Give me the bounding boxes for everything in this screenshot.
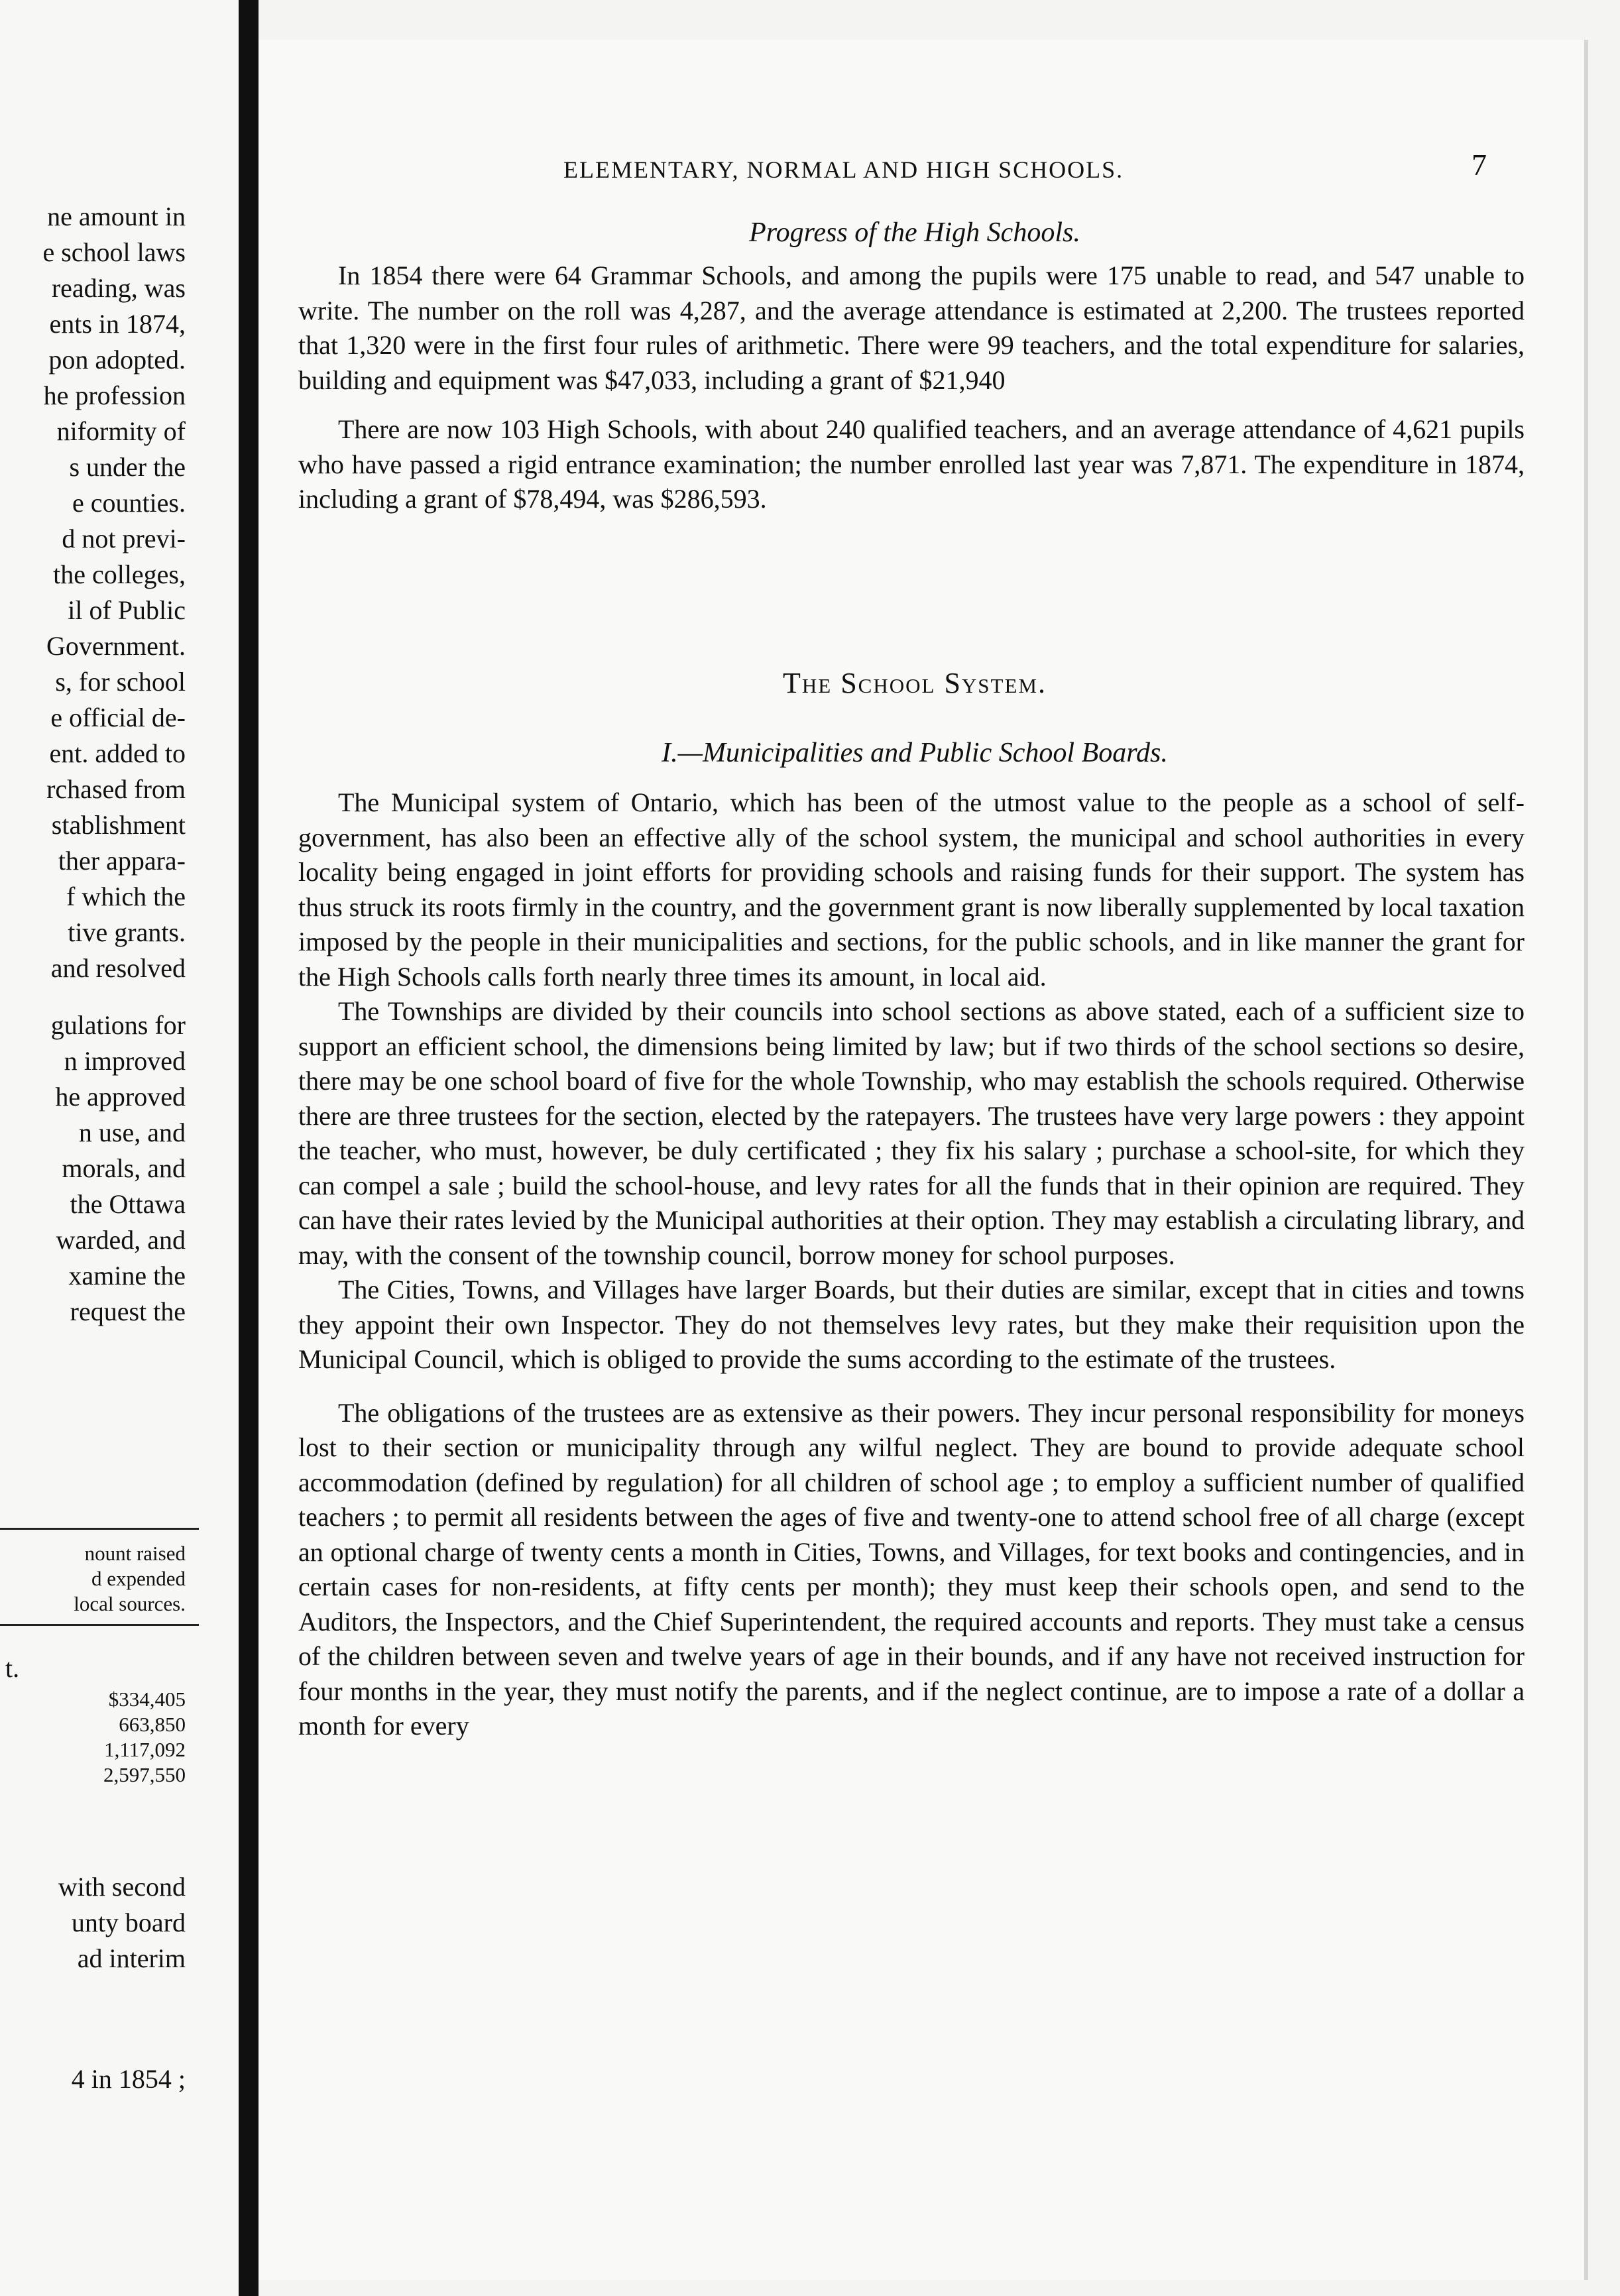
left-line: f which the [66,882,186,911]
left-line: ad interim [77,1943,186,1973]
left-line: ent. added to [49,738,186,768]
page-gutter [239,0,259,2296]
left-line: e counties. [72,488,186,518]
left-line: stablishment [51,810,186,840]
left-line: local sources. [74,1592,186,1615]
left-text-mid [0,1007,239,1330]
left-line: Government. [46,631,186,661]
system-paragraph-2: The Townships are divided by their councils into school sections as above stated, each of a sufficient size to support an efficient school, the dimensions being limited by law; but if two thirds of the school sections so desire, there may be one school board of five for the whole Township, who may establish the schools required. Otherwise there are three trustees for the section, elected by the ratepayers. The trustees have very large powers : they appoint the teacher, who must, however, be duly certificated ; they fix his salary ; purchase a school-site, for which they can compel a sale ; build the school-house, and levy rates for all the funds that in their opinion are required. They can have their rates levied by the Municipal authorities at their option. They may establish a circulating library, and may, with the consent of the township council, borrow money for school purposes. [298,996,1525,1270]
left-line: e official de- [50,703,186,732]
left-line: ther appara- [58,846,186,876]
left-table-divider [0,1528,199,1530]
left-line: request the [70,1296,186,1326]
system-paragraphs [298,785,1525,1744]
progress-paragraph-1: In 1854 there were 64 Grammar Schools, and among the pupils were 175 unable to read, and 547 unable to write. The number on the roll was 4,287, and the average attendance is estimated at 2,200. The trustees reported that 1,320 were in the first four rules of arithmetic. There were 99 teachers, and the total expenditure for salaries, building and equipment was $47,033, including a grant of $21,940 [298,260,1525,395]
left-line: he approved [55,1082,186,1112]
left-page-fragment [0,0,239,2296]
left-line: il of Public [68,595,186,625]
left-line: pon adopted. [48,345,186,374]
left-line: warded, and [56,1225,186,1255]
left-text-top [0,199,239,986]
left-line: and resolved [50,953,186,983]
left-line: gulations for [50,1010,186,1040]
left-line: 1,117,092 [104,1738,186,1761]
left-table-header [0,1541,239,1617]
left-line: with second [58,1872,186,1902]
page-number: 7 [1472,148,1487,182]
left-table-divider-2 [0,1624,199,1626]
left-line: xamine the [68,1261,186,1291]
progress-heading: Progress of the High Schools. [749,217,1080,248]
left-line: ents in 1874, [49,309,186,339]
system-paragraph-3: The Cities, Towns, and Villages have larger Boards, but their duties are similar, except that in cities and towns they appoint their own Inspector. They do not themselves levy rates, but they make their requisition upon the Municipal Council, which is obliged to provide the sums according to the estimate of the trustees. [298,1275,1525,1374]
left-line: s under the [69,452,186,482]
left-line: ne amount in [47,201,186,231]
left-line: morals, and [62,1153,186,1183]
progress-paragraph-2: There are now 103 High Schools, with about 240 qualified teachers, and an average attendance of 4,621 pupils who have passed a rigid entrance examination; the number enrolled last year was 7,871. The expenditure in 1874, including a grant of $78,494, was $286,593. [298,414,1525,514]
left-line: reading, was [51,273,186,303]
left-line: nount raised [84,1542,186,1565]
left-table-label [0,1650,239,1686]
left-text-bottom [0,1869,239,1977]
left-line: rchased from [46,774,186,804]
progress-paragraphs [298,258,1525,517]
left-line: 663,850 [119,1713,186,1736]
left-line: d not previ- [62,524,186,553]
left-line: n use, and [78,1118,186,1147]
left-line: n improved [64,1046,186,1076]
subsection-heading: I.—Municipalities and Public School Boards. [662,738,1168,768]
right-page [259,40,1588,2280]
left-line: the colleges, [53,559,186,589]
left-line: the Ottawa [70,1189,186,1219]
left-line: tive grants. [68,917,186,947]
left-line: d expended [91,1567,186,1590]
left-last-line [0,2061,239,2097]
left-line: e school laws [42,237,186,267]
system-paragraph-4: The obligations of the trustees are as extensive as their powers. They incur personal responsibility for moneys lost to their section or municipality through any wilful neglect. They are bound to provide adequate school accommodation (defined by regulation) for all children of school age ; to employ a sufficient number of qualified teachers ; to permit all residents between the ages of five and twenty-one to attend school free of all charge (except an optional charge of twenty cents a month in Cities, Towns, and Villages, for text books and contingencies, and in certain cases for non-residents, at fifty cents per month); they must keep their schools open, and send to the Auditors, the Inspectors, and the Chief Superintendent, the required accounts and reports. They must take a census of the children between seven and twelve years of age in their bounds, and if any have not received instruction for four months in the year, they must notify the parents, and if the neglect continue, are to impose a rate of a dollar a month for every [298,1397,1525,1741]
section-title: The School System. [783,667,1047,699]
left-line: s, for school [55,667,186,697]
left-line: niformity of [56,416,186,446]
table-label: t. [5,1653,20,1683]
system-paragraph-1: The Municipal system of Ontario, which has been of the utmost value to the people as a school of self-government, has also been an effective ally of the school system, the municipal and school authorities in every locality being engaged in joint efforts for providing schools and raising funds for their support. The system has thus struck its roots firmly in the country, and the government grant is now liberally supplemented by local taxation imposed by the people in their municipalities and sections, for the public schools, and in like manner the grant for the High Schools calls forth nearly three times its amount, in local aid. [298,787,1525,992]
left-line: 2,597,550 [103,1763,186,1786]
left-line: $334,405 [108,1688,186,1711]
running-title: ELEMENTARY, NORMAL AND HIGH SCHOOLS. [563,156,1124,183]
left-line: 4 in 1854 ; [71,2064,186,2094]
left-table-values [0,1687,239,1788]
left-line: unty board [71,1908,186,1937]
left-line: he profession [43,380,186,410]
